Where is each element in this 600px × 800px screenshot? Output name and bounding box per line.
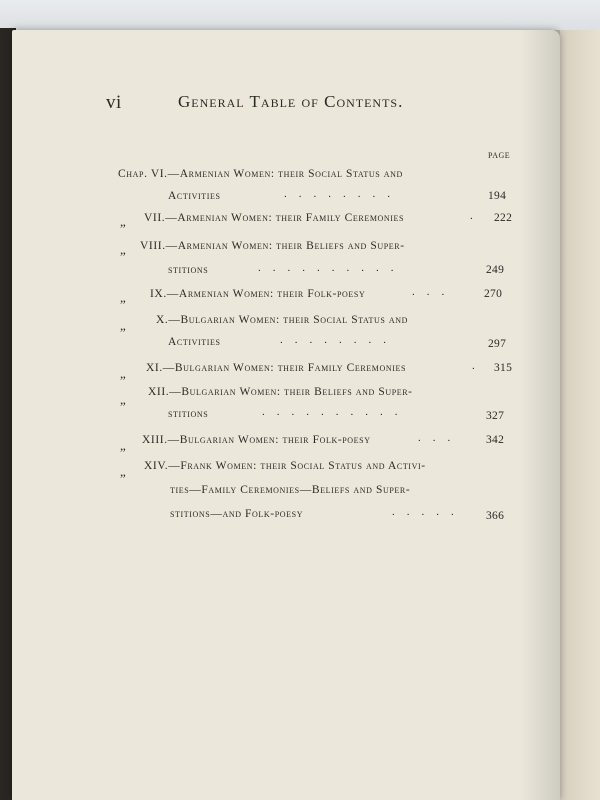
toc-entry-line: XIV.—Frank Women: their Social Status and Activi-	[144, 460, 426, 472]
toc-page-number: 366	[486, 510, 505, 522]
toc-entry-line: Chap. VI.—Armenian Women: their Social Status and	[118, 168, 403, 180]
toc-entry-line: Activities	[168, 190, 221, 202]
toc-entry-line: XII.—Bulgarian Women: their Beliefs and Super-	[148, 386, 413, 398]
page-gutter-shadow	[520, 30, 560, 800]
leader-dots: .....	[392, 506, 466, 518]
ditto-mark: „	[120, 366, 126, 381]
page-column-label: PAGE	[488, 151, 511, 160]
leader-dots: ..........	[262, 406, 410, 418]
toc-page-number: 342	[486, 434, 505, 446]
leader-dots: ...	[412, 286, 457, 298]
toc-page-number: 249	[486, 264, 505, 276]
toc-page-number: 222	[494, 212, 513, 224]
page-header	[92, 92, 512, 116]
toc-entry-line: stitions	[168, 408, 209, 420]
running-title: General Table of Contents.	[178, 92, 404, 111]
page-folio: vi	[106, 92, 122, 113]
ditto-mark: „	[120, 464, 126, 479]
ditto-mark: „	[120, 290, 126, 305]
leader-dots: ........	[284, 188, 402, 200]
leader-dots: ........	[280, 334, 398, 346]
toc-entry-line: IX.—Armenian Women: their Folk-poesy	[150, 288, 366, 300]
toc-entry-line: VII.—Armenian Women: their Family Ceremonies	[144, 212, 405, 224]
ditto-mark: „	[120, 318, 126, 333]
toc-entry-line: XIII.—Bulgarian Women: their Folk-poesy	[142, 434, 371, 446]
leader-dots: .	[472, 360, 487, 372]
toc-page-number: 315	[494, 362, 513, 374]
toc-entry-line: VIII.—Armenian Women: their Beliefs and Super-	[140, 240, 405, 252]
leader-dots: ..........	[258, 262, 406, 274]
toc-entry-line: ties—Family Ceremonies—Beliefs and Super-	[170, 484, 411, 496]
toc-entry-line: XI.—Bulgarian Women: their Family Ceremonies	[146, 362, 407, 374]
toc-entry-line: stitions—and Folk-poesy	[170, 508, 304, 520]
toc-page-number: 194	[488, 190, 507, 202]
toc-entry-line: Activities	[168, 336, 221, 348]
toc-page-number: 270	[484, 288, 503, 300]
toc-page-number: 327	[486, 410, 505, 422]
leader-dots: .	[470, 210, 485, 222]
ditto-mark: „	[120, 214, 126, 229]
ditto-mark: „	[120, 242, 126, 257]
toc-page-number: 297	[488, 338, 507, 350]
toc-entry-line: stitions	[168, 264, 209, 276]
ditto-mark: „	[120, 392, 126, 407]
toc-entry-line: X.—Bulgarian Women: their Social Status and	[156, 314, 409, 326]
ditto-mark: „	[120, 438, 126, 453]
leader-dots: ...	[418, 432, 463, 444]
